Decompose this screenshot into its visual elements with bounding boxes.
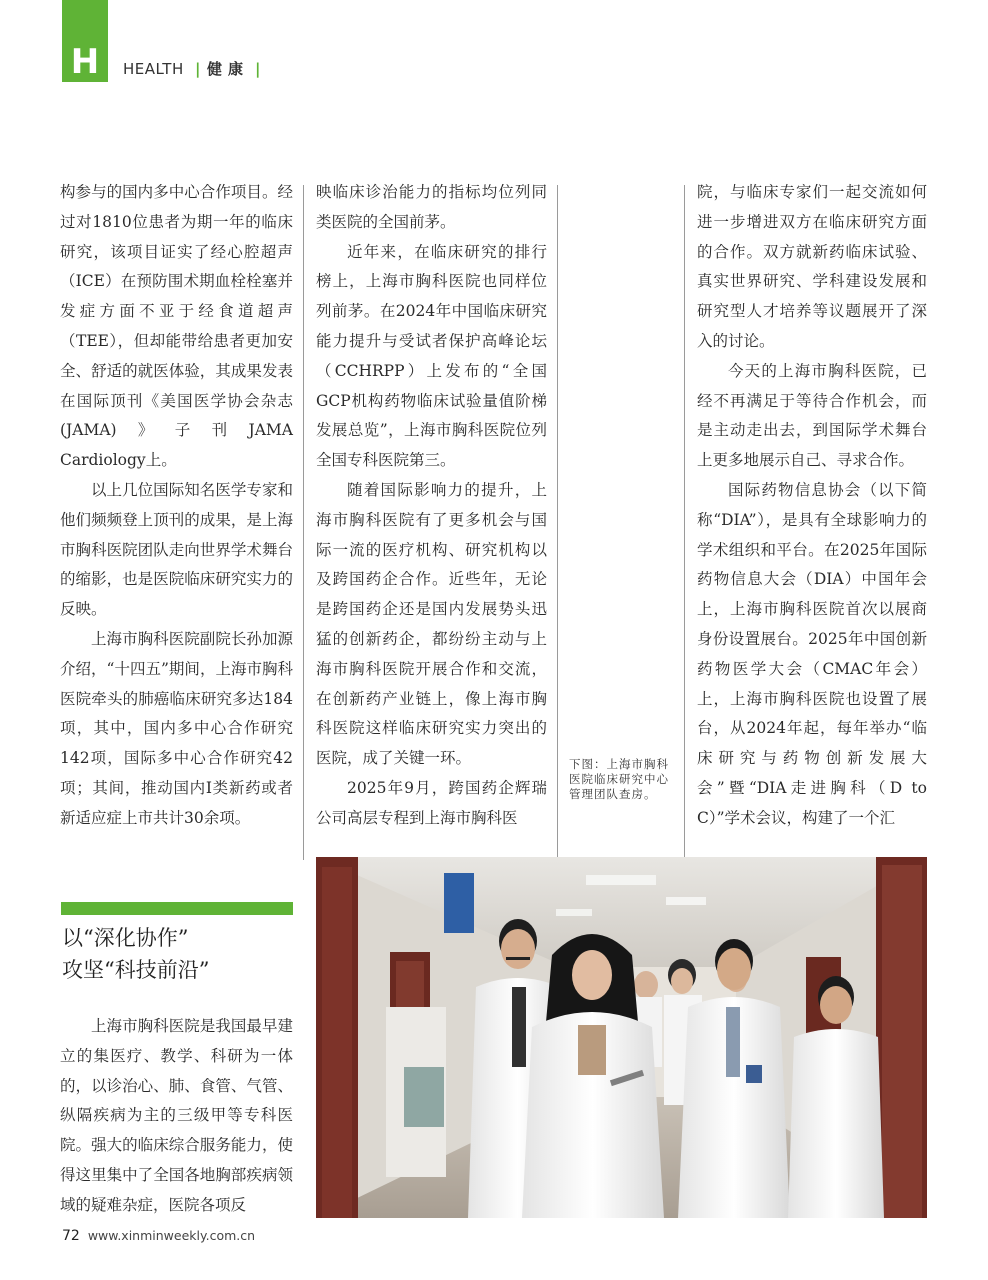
section-label-en: HEALTH <box>123 60 184 78</box>
photo-caption: 下图：上海市胸科医院临床研究中心管理团队查房。 <box>569 757 669 801</box>
paragraph: 今天的上海市胸科医院，已经不再满足于等待合作机会，而是主动走出去，到国际学术舞台上更多地展示自己、寻求合作。 <box>697 361 927 470</box>
section-letter-block <box>62 0 108 82</box>
section-label <box>123 58 267 79</box>
subheading-bar <box>61 902 293 915</box>
subheading <box>62 922 209 986</box>
article-column-3 <box>697 178 927 834</box>
paragraph: 上海市胸科医院是我国最早建立的集医疗、教学、科研为一体的，以诊治心、肺、食管、气管、纵隔疾病为主的三级甲等专科医院。强大的临床综合服务能力，使得这里集中了全国各地胸部疾病领域的疑难杂症，医院各项反 <box>60 1017 293 1214</box>
paragraph: 构参与的国内多中心合作项目。经过对1810位患者为期一年的临床研究，该项目证实了经心腔超声（ICE）在预防围术期血栓栓塞并发症方面不亚于经食道超声（TEE），但却能带给患者更加安全、舒适的就医体验，其成果发表在国际顶刊《美国医学协会杂志(JAMA)》子刊JAMA Cardiology上。 <box>60 183 293 470</box>
article-column-2 <box>316 178 547 834</box>
paragraph: 以上几位国际知名医学专家和他们频频登上顶刊的成果，是上海市胸科医院团队走向世界学术舞台的缩影，也是医院临床研究实力的反映。 <box>60 480 293 619</box>
section-letter: H <box>70 42 100 82</box>
article-column-1-lower <box>60 1012 293 1221</box>
paragraph: 2025年9月，跨国药企辉瑞公司高层专程到上海市胸科医 <box>316 778 547 827</box>
paragraph: 映临床诊治能力的指标均位列同类医院的全国前茅。 <box>316 183 547 231</box>
ward-round-illustration <box>316 857 927 1218</box>
website-url: www.xinminweekly.com.cn <box>87 1228 256 1243</box>
page-footer <box>62 1228 255 1244</box>
paragraph: 随着国际影响力的提升，上海市胸科医院有了更多机会与国际一流的医疗机构、研究机构以及跨国药企合作。近些年，无论是跨国药企还是国内发展势头迅猛的创新药企，都纷纷主动与上海市胸科医院开展合作和交流，在创新药产业链上，像上海市胸科医院这样临床研究实力突出的医院，成了关键一环。 <box>316 480 547 768</box>
section-divider: | <box>195 60 202 78</box>
paragraph: 近年来，在临床研究的排行榜上，上海市胸科医院也同样位列前茅。在2024年中国临床研究能力提升与受试者保护高峰论坛（CCHRPP）上发布的“全国GCP机构药物临床试验量值阶梯发展总览”，上海市胸科医院位列全国专科医院第三。 <box>316 242 547 470</box>
page-number: 72 <box>62 1228 80 1244</box>
subheading-line-2: 攻坚“科技前沿” <box>62 958 210 982</box>
column-divider <box>684 185 685 860</box>
ward-round-photo <box>316 857 927 1218</box>
paragraph: 国际药物信息协会（以下简称“DIA”），是具有全球影响力的学术组织和平台。在2025年国际药物信息大会（DIA）中国年会上，上海市胸科医院首次以展商身份设置展台。2025年中国创新药物医学大会（CMAC年会）上，上海市胸科医院也设置了展台，从2024年起，每年举办“临床研究与药物创新发展大会”暨“DIA走进胸科（D to C）”学术会议，构建了一个汇 <box>697 480 927 827</box>
column-divider <box>303 185 304 860</box>
article-column-1 <box>60 178 293 834</box>
paragraph: 上海市胸科医院副院长孙加源介绍，“十四五”期间，上海市胸科医院牵头的肺癌临床研究多达184项，其中，国内多中心合作研究142项，国际多中心合作研究42项；其间，推动国内Ⅰ类新药或者新适应症上市共计30余项。 <box>60 629 293 827</box>
column-divider <box>557 185 558 860</box>
paragraph: 院，与临床专家们一起交流如何进一步增进双方在临床研究方面的合作。双方就新药临床试验、真实世界研究、学科建设发展和研究型人才培养等议题展开了深入的讨论。 <box>697 183 927 350</box>
subheading-line-1: 以“深化协作” <box>62 926 189 950</box>
section-divider: | <box>255 60 262 78</box>
section-label-cn: 健康 <box>207 60 250 78</box>
